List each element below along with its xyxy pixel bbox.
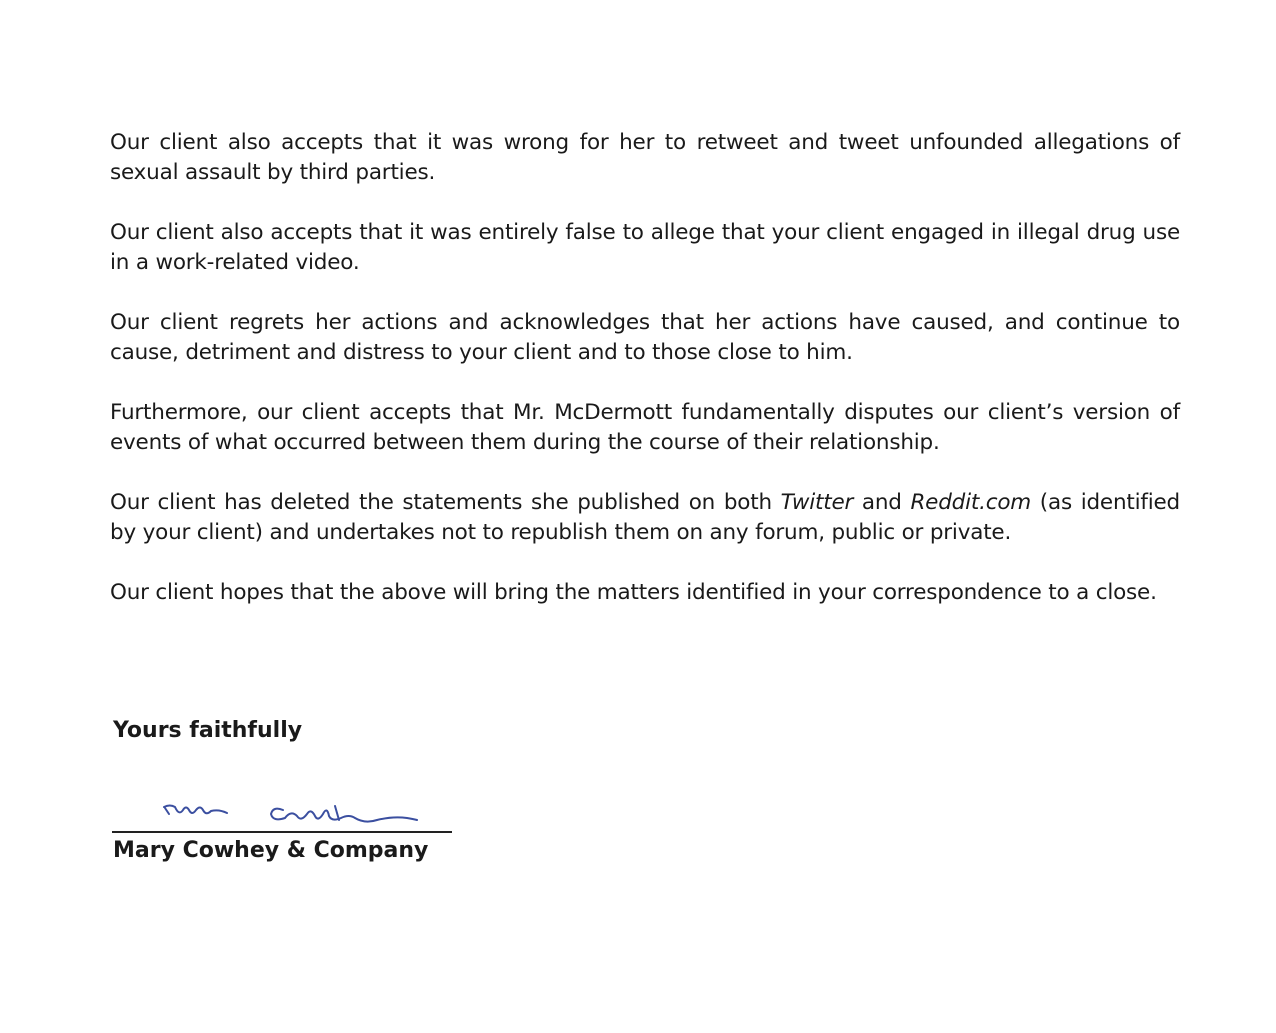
deleted-statements-text-1: Our client has deleted the statements she published on both [110, 490, 781, 515]
reddit-name: Reddit.com [910, 490, 1032, 515]
paragraph-deleted-statements [110, 488, 1180, 548]
letter-body [110, 128, 1180, 638]
paragraph-drug-use-allegation: Our client also accepts that it was entirely false to allege that your client engaged in illegal drug use in a work-related video. [110, 220, 1180, 275]
paragraph-regrets: Our client regrets her actions and acknowledges that her actions have caused, and continue to cause, detriment and distress to your client and to those close to him. [110, 310, 1180, 365]
closing-salutation: Yours faithfully [113, 718, 303, 743]
deleted-statements-text-2: and [853, 490, 911, 515]
paragraph-disputes: Furthermore, our client accepts that Mr. McDermott fundamentally disputes our client’s version of events of what occurred between them during the course of their relationship. [110, 400, 1180, 455]
twitter-name: Twitter [780, 490, 854, 515]
paragraph-close: Our client hopes that the above will bring the matters identified in your correspondence to a close. [110, 580, 1157, 605]
signature-line [112, 831, 452, 833]
deleted-statements-text-3: (as identified by your client) and undertakes not to republish them on any forum, public or private. [110, 490, 1180, 545]
handwritten-signature [155, 796, 435, 836]
paragraph-retweet-allegations: Our client also accepts that it was wrong for her to retweet and tweet unfounded allegations of sexual assault by third parties. [110, 130, 1180, 185]
firm-name: Mary Cowhey & Company [113, 838, 429, 863]
